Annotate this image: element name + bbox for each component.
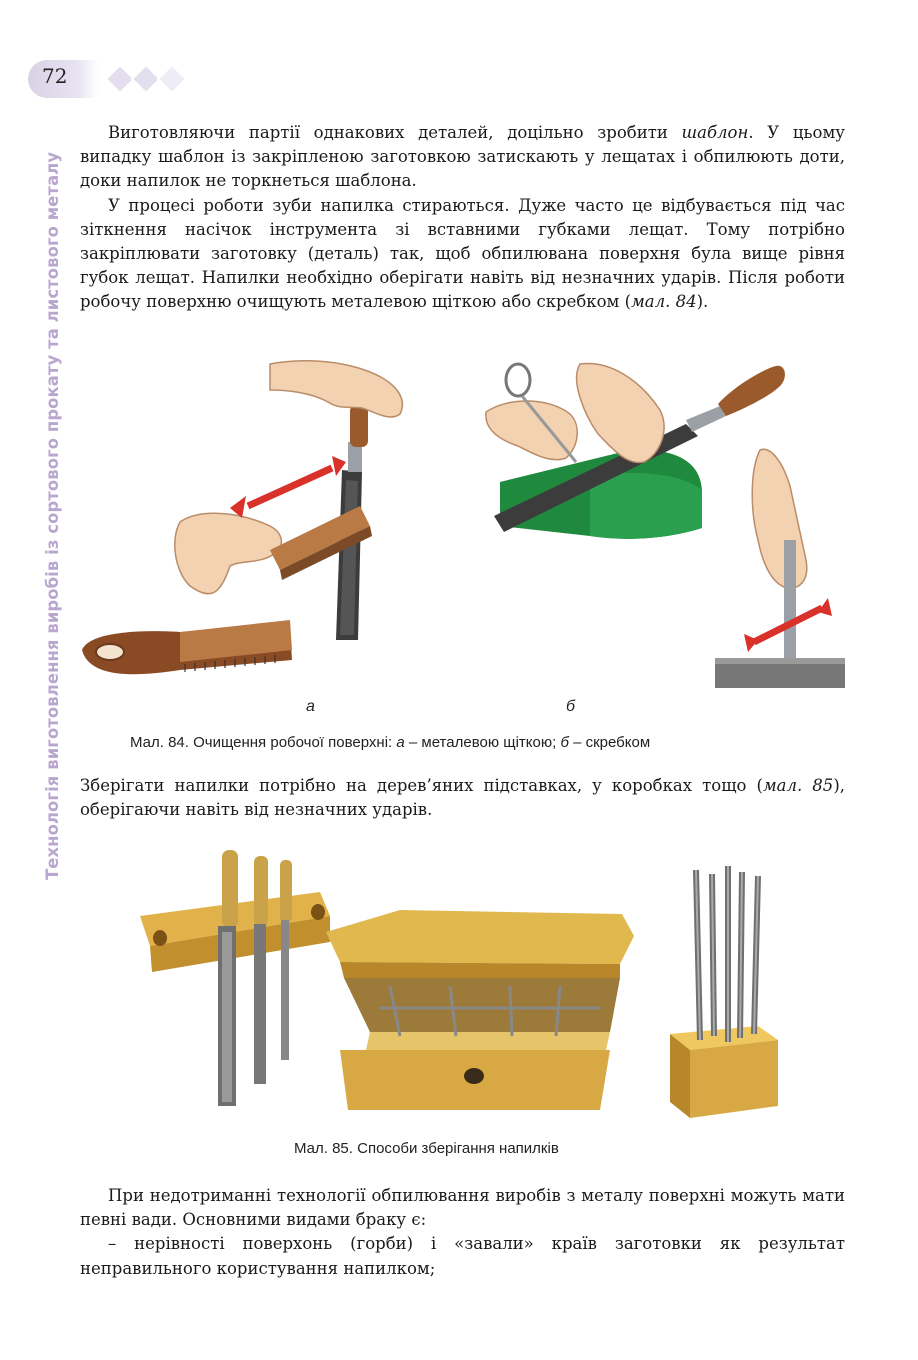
figure-85 (130, 836, 800, 1128)
file-scraper-illustration (486, 363, 845, 688)
ornament-icon (96, 58, 196, 100)
body-text-bottom (80, 1184, 845, 1281)
side-title: Технологія виготовлення виробів із сортового прокату та листового металу (43, 151, 62, 880)
paragraph: Виготовляючи партії однакових деталей, доцільно зробити шаблон. У цьому випадку шаблон із закріпленою заготовкою затискають у лещатах і обпилюють доти, доки напилок не торкнеться шаблона. (80, 123, 845, 191)
figure-reference: мал. 84 (631, 292, 697, 312)
block-stand-illustration (670, 866, 778, 1118)
paragraph: При недотриманні технології обпилювання виробів з металу поверхні можуть мати певні вади. Основними видами браку є: (80, 1186, 845, 1230)
storage-box-illustration (326, 910, 634, 1110)
figure-85-caption: Мал. 85. Способи зберігання напилків (294, 1140, 559, 1157)
figure-84-label-a: а (306, 698, 315, 715)
page-number: 72 (42, 64, 68, 88)
wall-rack-illustration (140, 850, 330, 1106)
figure-84-caption: Мал. 84. Очищення робочої поверхні: а – металевою щіткою; б – скребком (130, 734, 651, 751)
figure-84 (70, 350, 860, 700)
paragraph: У процесі роботи зуби напилка стираються. Дуже часто це відбувається під час зіткнення насічок інструмента зі вставними губками лещат. Тому потрібно закріплювати заготовку (деталь) так, щоб обпилювана поверхня була вище рівня губок лещат. Напилки необхідно оберігати навіть від незначних ударів. Після роботи робочу поверхню очищують металевою щіткою або скребком (мал. 84). (80, 195, 845, 312)
figure-84-label-b: б (566, 698, 575, 715)
body-text-middle (80, 774, 845, 822)
body-text-top (80, 121, 845, 315)
paragraph: Зберігати напилки потрібно на дерев’яних підставках, у коробках тощо (мал. 85), оберігаючи навіть від незначних ударів. (80, 776, 845, 820)
figure-reference: мал. 85 (762, 776, 834, 795)
file-brush-illustration (82, 361, 402, 674)
list-item: – нерівності поверхонь (горби) і «завали» країв заготовки як результат неправильного користування напилком; (80, 1234, 845, 1278)
term-emphasis: шаблон (681, 123, 749, 142)
